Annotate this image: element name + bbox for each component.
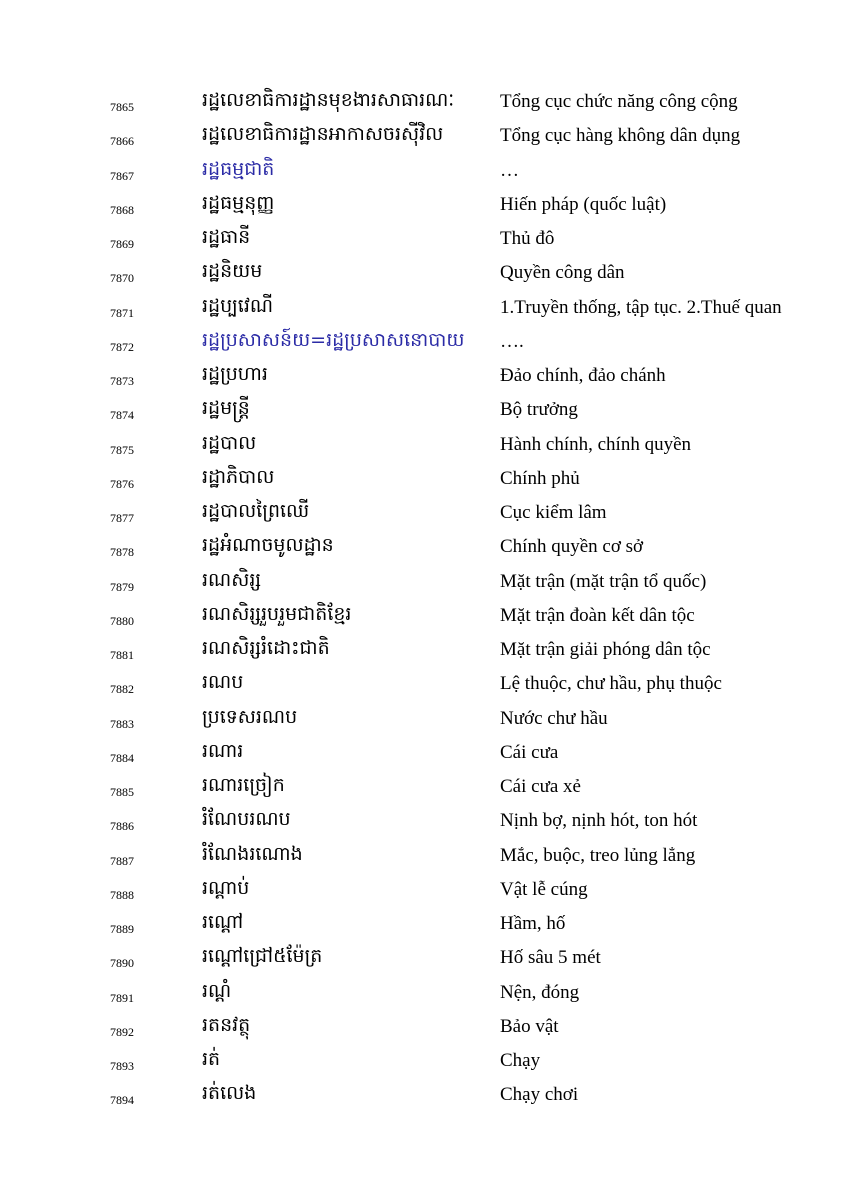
khmer-term: រំណែបរណប bbox=[202, 808, 291, 831]
entry-row bbox=[0, 86, 848, 120]
entry-number: 7886 bbox=[110, 819, 134, 834]
entry-number: 7870 bbox=[110, 271, 134, 286]
entry-number: 7891 bbox=[110, 990, 134, 1005]
khmer-term: រដ្ឋបាល bbox=[202, 431, 257, 454]
entry-number: 7869 bbox=[110, 237, 134, 251]
entry-number: 7871 bbox=[110, 305, 134, 320]
entry-number: 7875 bbox=[110, 442, 134, 457]
entry-row bbox=[0, 942, 848, 976]
entry-row bbox=[0, 1011, 848, 1045]
vietnamese-translation: Nịnh bợ, nịnh hót, ton hót bbox=[500, 810, 698, 832]
entry-row bbox=[0, 566, 848, 600]
vietnamese-translation: Hành chính, chính quyền bbox=[500, 433, 692, 455]
entry-row bbox=[0, 771, 848, 805]
vietnamese-translation: Cái cưa bbox=[500, 741, 559, 763]
vietnamese-translation: Thủ đô bbox=[500, 228, 555, 249]
entry-row bbox=[0, 360, 848, 394]
khmer-term: រណ្ដំ bbox=[202, 979, 232, 1002]
khmer-term: រត់ bbox=[202, 1048, 221, 1070]
entry-row bbox=[0, 703, 848, 737]
khmer-term: រដ្ឋាភិបាល bbox=[202, 465, 275, 488]
entry-row bbox=[0, 977, 848, 1011]
vietnamese-translation: Bộ trưởng bbox=[500, 399, 578, 421]
vietnamese-translation: Nện, đóng bbox=[500, 981, 580, 1003]
vietnamese-translation: Đảo chính, đảo chánh bbox=[500, 365, 666, 386]
entry-number: 7878 bbox=[110, 545, 134, 560]
khmer-term: រណសិរ្សរំដោះជាតិ bbox=[202, 637, 330, 659]
khmer-term: រដ្ឋប្រសាសន៍យ=រដ្ឋប្រសាសនោបាយ bbox=[202, 328, 465, 351]
entry-number: 7884 bbox=[110, 750, 134, 765]
khmer-term: រណប bbox=[202, 671, 244, 694]
vietnamese-translation: Bảo vật bbox=[500, 1015, 559, 1037]
entry-row bbox=[0, 189, 848, 223]
khmer-term: រដ្ឋប្បវេណី bbox=[202, 294, 274, 317]
entry-row bbox=[0, 326, 848, 360]
entry-number: 7876 bbox=[110, 476, 134, 491]
entry-row bbox=[0, 908, 848, 942]
entry-number: 7889 bbox=[110, 922, 134, 936]
vietnamese-translation: Mặt trận giải phóng dân tộc bbox=[500, 639, 711, 660]
entry-row bbox=[0, 737, 848, 771]
entry-row bbox=[0, 634, 848, 668]
vietnamese-translation: Chạy chơi bbox=[500, 1084, 579, 1106]
vietnamese-translation: Quyền công dân bbox=[500, 262, 625, 284]
entry-number: 7892 bbox=[110, 1024, 134, 1039]
entry-row bbox=[0, 1045, 848, 1079]
entry-number: 7881 bbox=[110, 648, 134, 662]
entry-number: 7894 bbox=[110, 1093, 134, 1108]
entry-number: 7872 bbox=[110, 339, 134, 354]
khmer-term: រតនវត្ថុ bbox=[202, 1013, 251, 1036]
khmer-term: រដ្ឋប្រហារ bbox=[202, 363, 268, 385]
entry-number: 7885 bbox=[110, 785, 134, 799]
entry-row bbox=[0, 155, 848, 189]
entry-list bbox=[0, 86, 848, 1114]
khmer-term: រំណែងរណោង bbox=[202, 842, 303, 865]
khmer-term: រដ្ឋលេខាធិការដ្ឋានមុខងារសាធារណៈ bbox=[202, 89, 455, 111]
entry-row bbox=[0, 840, 848, 874]
khmer-term: រដ្ឋអំណាចមូលដ្ឋាន bbox=[202, 534, 334, 557]
khmer-term: រដ្ឋធានី bbox=[202, 226, 251, 248]
entry-row bbox=[0, 874, 848, 908]
vietnamese-translation: …. bbox=[500, 330, 524, 352]
vietnamese-translation: Mặt trận đoàn kết dân tộc bbox=[500, 604, 695, 626]
entry-row bbox=[0, 668, 848, 702]
entry-number: 7880 bbox=[110, 613, 134, 628]
vietnamese-translation: Chính quyền cơ sở bbox=[500, 536, 644, 558]
vietnamese-translation: Chính phủ bbox=[500, 467, 580, 489]
entry-row bbox=[0, 120, 848, 154]
vietnamese-translation: Hiến pháp (quốc luật) bbox=[500, 193, 667, 215]
khmer-term: រដ្ឋធម្មនុញ្ញ bbox=[202, 191, 275, 214]
entry-row bbox=[0, 1079, 848, 1113]
khmer-term: រណ្ដាប់ bbox=[202, 876, 250, 899]
entry-number: 7867 bbox=[110, 168, 134, 183]
vietnamese-translation: Mặt trận (mặt trận tổ quốc) bbox=[500, 570, 707, 592]
vietnamese-translation: Vật lễ cúng bbox=[500, 878, 588, 900]
vietnamese-translation: Hầm, hố bbox=[500, 913, 566, 934]
khmer-term: ប្រទេសរណប bbox=[202, 705, 298, 728]
entry-row bbox=[0, 600, 848, 634]
entry-number: 7893 bbox=[110, 1059, 134, 1073]
vietnamese-translation: Lệ thuộc, chư hầu, phụ thuộc bbox=[500, 673, 722, 695]
entry-row bbox=[0, 394, 848, 428]
khmer-term: រណសិរ្សរួបរួមជាតិខ្មែរ bbox=[202, 602, 352, 625]
entry-row bbox=[0, 429, 848, 463]
khmer-term: រដ្ឋធម្មជាតិ bbox=[202, 157, 275, 180]
entry-number: 7883 bbox=[110, 716, 134, 731]
vietnamese-translation: Chạy bbox=[500, 1050, 541, 1071]
vietnamese-translation: Cục kiểm lâm bbox=[500, 502, 607, 523]
vietnamese-translation: Nước chư hầu bbox=[500, 707, 608, 729]
entry-row bbox=[0, 531, 848, 565]
entry-row bbox=[0, 292, 848, 326]
entry-row bbox=[0, 463, 848, 497]
entry-row bbox=[0, 223, 848, 257]
khmer-term: រណ្ដៅជ្រៅ៥ម៉ែត្រ bbox=[202, 945, 323, 968]
entry-row bbox=[0, 805, 848, 839]
entry-number: 7887 bbox=[110, 853, 134, 868]
khmer-term: រដ្ឋនិយម bbox=[202, 260, 263, 283]
entry-number: 7882 bbox=[110, 682, 134, 697]
vietnamese-translation: Tổng cục chức năng công cộng bbox=[500, 91, 738, 112]
entry-number: 7879 bbox=[110, 579, 134, 594]
vietnamese-translation: 1.Truyền thống, tập tục. 2.Thuế quan bbox=[500, 296, 782, 318]
entry-number: 7868 bbox=[110, 202, 134, 217]
entry-number: 7874 bbox=[110, 408, 134, 423]
entry-number: 7873 bbox=[110, 374, 134, 388]
vietnamese-translation: … bbox=[500, 159, 519, 181]
vietnamese-translation: Mắc, buộc, treo lủng lẳng bbox=[500, 844, 696, 866]
vietnamese-translation: Hố sâu 5 mét bbox=[500, 947, 601, 969]
khmer-term: រណារច្រៀក bbox=[202, 774, 285, 796]
entry-number: 7865 bbox=[110, 100, 134, 114]
entry-number: 7888 bbox=[110, 887, 134, 902]
khmer-term: រណ្ដៅ bbox=[202, 911, 244, 933]
khmer-term: រដ្ឋលេខាធិការដ្ឋានអាកាសចរស៊ីវិល bbox=[202, 123, 444, 146]
entry-row bbox=[0, 257, 848, 291]
khmer-term: រដ្ឋមន្ត្រី bbox=[202, 397, 250, 420]
entry-number: 7890 bbox=[110, 956, 134, 971]
entry-number: 7866 bbox=[110, 134, 134, 149]
entry-row bbox=[0, 497, 848, 531]
khmer-term: រណារ bbox=[202, 739, 244, 762]
vietnamese-translation: Cái cưa xẻ bbox=[500, 776, 581, 797]
vietnamese-translation: Tổng cục hàng không dân dụng bbox=[500, 125, 741, 147]
khmer-term: រដ្ឋបាលព្រៃឈើ bbox=[202, 500, 310, 522]
khmer-term: រត់លេង bbox=[202, 1082, 257, 1105]
entry-number: 7877 bbox=[110, 511, 134, 525]
khmer-term: រណសិរ្ស bbox=[202, 568, 262, 591]
